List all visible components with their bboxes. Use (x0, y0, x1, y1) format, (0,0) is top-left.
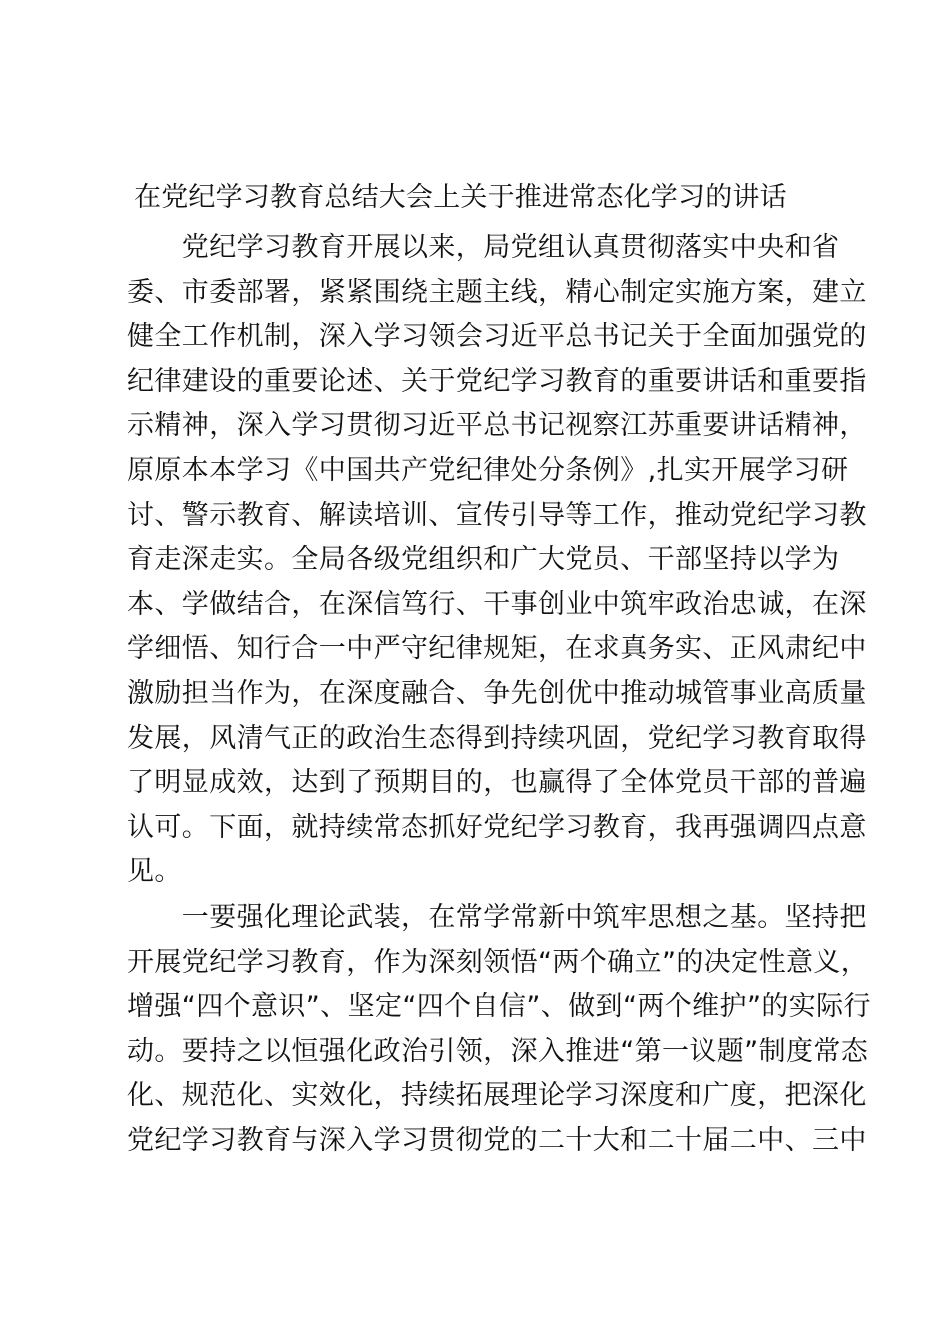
text-line: 激励担当作为，在深度融合、争先创优中推动城管事业高质量 (127, 677, 867, 709)
text-line: 了明显成效，达到了预期目的，也赢得了全体党员干部的普遍 (127, 767, 867, 799)
text-line: 学细悟、知行合一中严守纪律规矩，在求真务实、正风肃纪中 (127, 633, 867, 665)
paragraph-intro (127, 226, 867, 895)
text-line: 化、规范化、实效化，持续拓展理论学习深度和广度，把深化 (127, 1080, 867, 1112)
text-line: 见。 (127, 856, 182, 888)
text-line: 党纪学习教育开展以来，局党组认真贯彻落实中央和省 (127, 232, 840, 263)
text-line: 讨、警示教育、解读培训、宣传引导等工作，推动党纪学习教 (127, 499, 867, 531)
text-line: 示精神，深入学习贯彻习近平总书记视察江苏重要讲话精神， (127, 410, 867, 442)
text-line: 委、市委部署，紧紧围绕主题主线，精心制定实施方案，建立 (127, 276, 867, 308)
paragraph-point-one (127, 896, 871, 1164)
text-line: 开展党纪学习教育，作为深刻领悟“两个确立”的决定性意义， (127, 946, 869, 978)
text-line: 健全工作机制，深入学习领会习近平总书记关于全面加强党的 (127, 321, 867, 353)
text-line: 一要强化理论武装，在常学常新中筑牢思想之基。坚持把 (127, 902, 867, 933)
text-line: 认可。下面，就持续常态抓好党纪学习教育，我再强调四点意 (127, 811, 867, 843)
document-title: 在党纪学习教育总结大会上关于推进常态化学习的讲话 (134, 182, 787, 213)
text-line: 动。要持之以恒强化政治引领，深入推进“第一议题”制度常态 (127, 1035, 869, 1067)
text-line: 党纪学习教育与深入学习贯彻党的二十大和二十届二中、三中 (127, 1124, 867, 1156)
text-line: 纪律建设的重要论述、关于党纪学习教育的重要讲话和重要指 (127, 365, 867, 397)
text-line: 育走深走实。全局各级党组织和广大党员、干部坚持以学为 (127, 544, 840, 576)
text-line: 增强“四个意识”、坚定“四个自信”、做到“两个维护”的实际行 (127, 991, 871, 1023)
text-line: 原原本本学习《中国共产党纪律处分条例》,扎实开展学习研 (127, 454, 849, 486)
text-line: 发展，风清气正的政治生态得到持续巩固，党纪学习教育取得 (127, 722, 867, 754)
text-line: 本、学做结合，在深信笃行、干事创业中筑牢政治忠诚，在深 (127, 588, 867, 620)
